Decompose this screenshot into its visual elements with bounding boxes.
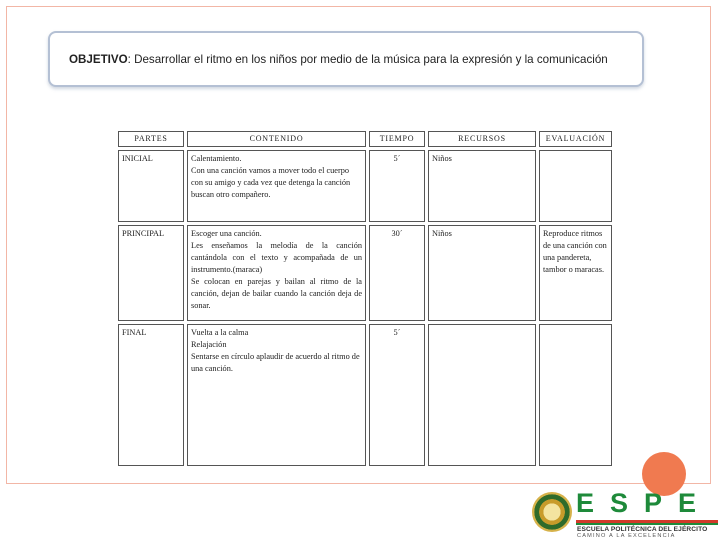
- cell-evaluacion: [539, 150, 612, 222]
- cell-tiempo: 30´: [369, 225, 425, 321]
- table-row: [118, 225, 612, 321]
- cell-contenido: [187, 324, 366, 466]
- header-evaluacion: EVALUACIÓN: [539, 131, 612, 147]
- contenido-text: Vuelta a la calma Relajación Sentarse en círculo aplaudir de acuerdo al ritmo de una canción.: [191, 328, 360, 373]
- objective-description: : Desarrollar el ritmo en los niños por medio de la música para la expresión y la comunicación: [127, 53, 608, 66]
- cell-evaluacion: Reproduce ritmos de una canción con una pandereta, tambor o maracas.: [539, 225, 612, 321]
- header-partes: PARTES: [118, 131, 184, 147]
- cell-contenido: [187, 150, 366, 222]
- logo-institution-name: ESCUELA POLITÉCNICA DEL EJÉRCITO: [577, 526, 708, 533]
- logo-motto: CAMINO A LA EXCELENCIA: [577, 533, 676, 539]
- objective-text: [69, 53, 608, 66]
- header-contenido: CONTENIDO: [187, 131, 366, 147]
- table-header-row: [118, 131, 612, 147]
- cell-recursos: Niños: [428, 225, 536, 321]
- cell-parte: PRINCIPAL: [118, 225, 184, 321]
- cell-parte: FINAL: [118, 324, 184, 466]
- espe-logo: [528, 487, 720, 540]
- cell-tiempo: 5´: [369, 150, 425, 222]
- logo-stripe-green: [576, 523, 718, 525]
- cell-recursos: [428, 324, 536, 466]
- cell-parte: INICIAL: [118, 150, 184, 222]
- header-tiempo: TIEMPO: [369, 131, 425, 147]
- lesson-plan-table: [115, 128, 615, 469]
- objective-box: [48, 31, 644, 87]
- header-recursos: RECURSOS: [428, 131, 536, 147]
- cell-evaluacion: [539, 324, 612, 466]
- logo-brand: ESPE: [576, 488, 713, 518]
- objective-label: OBJETIVO: [69, 53, 128, 66]
- university-seal-icon: [532, 492, 572, 532]
- table-row: [118, 150, 612, 222]
- table-row: [118, 324, 612, 466]
- contenido-text: Calentamiento. Con una canción vamos a mover todo el cuerpo con su amigo y cada vez que detenga la canción buscan otro compañero.: [191, 154, 351, 199]
- contenido-text: Escoger una canción. Les enseñamos la melodía de la canción cantándola con el texto y acompañada de un instrumento.(maraca) Se colocan en parejas y bailan al ritmo de la canción, dejan de bailar cuando la canción deja de sonar.: [191, 229, 362, 310]
- cell-contenido: [187, 225, 366, 321]
- cell-tiempo: 5´: [369, 324, 425, 466]
- cell-recursos: Niños: [428, 150, 536, 222]
